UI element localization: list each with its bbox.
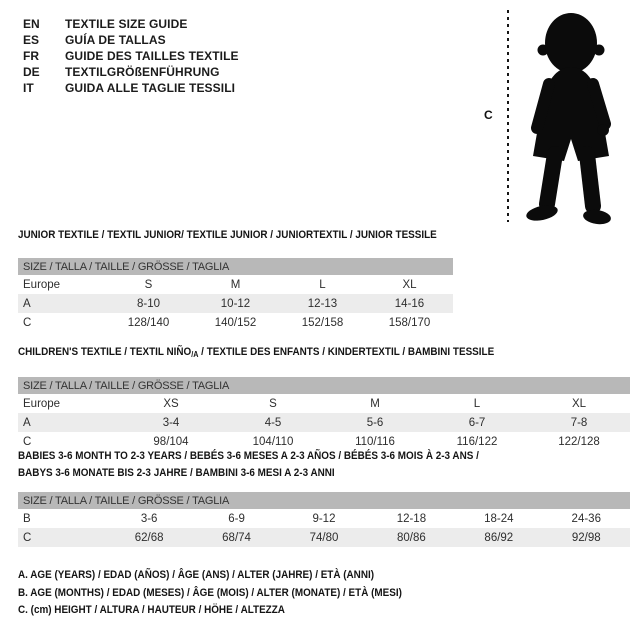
size-value: 152/158	[301, 316, 344, 329]
language-row	[23, 64, 239, 80]
size-value: XS	[163, 397, 179, 410]
section-title	[18, 448, 630, 482]
language-code: ES	[23, 33, 40, 47]
size-value: 98/104	[153, 435, 189, 448]
size-value: 12-18	[396, 512, 427, 525]
language-code: FR	[23, 49, 39, 63]
language-guide-title: TEXTILE SIZE GUIDE	[65, 17, 188, 31]
section-title-line	[18, 448, 569, 465]
size-value: M	[370, 397, 380, 410]
size-value: 10-12	[192, 294, 279, 313]
junior-size-table	[18, 258, 453, 332]
language-code: IT	[23, 81, 34, 95]
footnote-line: C. (cm) HEIGHT / ALTURA / HAUTEUR / HÖHE / ALTEZZA	[18, 604, 285, 616]
row-label: B	[23, 512, 31, 525]
title-segment: CHILDREN'S TEXTILE / TEXTIL NIÑO	[18, 346, 192, 358]
footnotes	[18, 567, 445, 620]
size-value: M	[230, 278, 241, 291]
size-value: 74/80	[280, 528, 367, 547]
size-value: 62/68	[105, 528, 192, 547]
title-segment: BABIES 3-6 MONTH TO 2-3 YEARS / BEBÉS 3-6 MESES A 2-3 AÑOS / BÉBÉS 3-6 MOIS À 2-3 ANS /	[18, 450, 479, 462]
section-title-line	[18, 344, 569, 363]
table-row	[18, 294, 453, 313]
size-value: 4-5	[222, 413, 324, 432]
language-guide-title: TEXTILGRÖßENFÜHRUNG	[65, 65, 220, 79]
section-title	[18, 344, 630, 363]
size-value: 24-36	[571, 512, 601, 525]
table-row	[18, 313, 453, 332]
section-babies-textile	[18, 448, 630, 547]
size-value: 116/122	[456, 435, 498, 448]
size-value: XL	[402, 278, 417, 291]
table-row	[18, 528, 630, 547]
language-guide-title: GUIDA ALLE TAGLIE TESSILI	[65, 81, 236, 95]
row-label: C	[23, 316, 32, 329]
language-row	[23, 48, 239, 64]
table-row	[18, 413, 630, 432]
toddler-figure	[478, 6, 634, 232]
size-value: S	[269, 397, 277, 410]
size-value: 6-7	[426, 413, 528, 432]
size-value: 68/74	[193, 528, 280, 547]
title-segment: / TEXTILE DES ENFANTS / KINDERTEXTIL / BAMBINI TESSILE	[198, 346, 495, 358]
size-value: L	[319, 278, 326, 291]
table-row	[18, 275, 453, 294]
language-row	[23, 16, 239, 32]
size-value: 5-6	[324, 413, 426, 432]
row-label: C	[23, 435, 32, 448]
table-header-size-talla: SIZE / TALLA / TAILLE / GRÖSSE / TAGLIA	[18, 492, 630, 509]
size-value: 18-24	[484, 512, 514, 525]
table-header-row	[18, 377, 630, 394]
row-label: Europe	[23, 397, 61, 410]
row-label: A	[18, 413, 120, 432]
size-value: 14-16	[366, 294, 453, 313]
footnote-line: B. AGE (MONTHS) / EDAD (MESES) / ÂGE (MOIS) / ALTER (MONATE) / ETÀ (MESI)	[18, 586, 402, 599]
size-value: 9-12	[312, 512, 336, 525]
row-label: Europe	[23, 278, 61, 291]
size-value: 3-4	[120, 413, 222, 432]
size-value: 3-6	[140, 512, 158, 525]
section-title-line	[18, 465, 569, 482]
table-header-size-talla: SIZE / TALLA / TAILLE / GRÖSSE / TAGLIA	[18, 377, 630, 394]
size-value: 92/98	[543, 528, 630, 547]
size-value: 7-8	[528, 413, 630, 432]
table-header-row	[18, 258, 453, 275]
size-value: 12-13	[279, 294, 366, 313]
language-code: EN	[23, 17, 40, 31]
section-children-textile	[18, 344, 630, 451]
title-segment: BABYS 3-6 MONATE BIS 2-3 JAHRE / BAMBINI 3-6 MESI A 2-3 ANNI	[18, 467, 335, 479]
height-dashed-line	[507, 10, 509, 222]
size-value: 140/152	[214, 316, 257, 329]
size-value: 8-10	[105, 294, 192, 313]
section-title	[18, 227, 483, 244]
section-title-line	[18, 227, 437, 244]
babies-size-table	[18, 492, 630, 547]
language-row	[23, 32, 239, 48]
table-header-row	[18, 492, 630, 509]
language-guide-title: GUIDE DES TAILLES TEXTILE	[65, 49, 239, 63]
table-header-size-talla: SIZE / TALLA / TAILLE / GRÖSSE / TAGLIA	[18, 258, 453, 275]
language-guide-title: GUÍA DE TALLAS	[65, 33, 166, 47]
children-size-table	[18, 377, 630, 451]
title-segment: /A	[191, 350, 199, 359]
title-segment: JUNIOR TEXTILE / TEXTIL JUNIOR/ TEXTILE JUNIOR / JUNIORTEXTIL / JUNIOR TESSILE	[18, 229, 437, 241]
size-value: XL	[571, 397, 587, 410]
table-row	[18, 394, 630, 413]
size-value: 158/170	[388, 316, 431, 329]
language-list	[23, 16, 239, 96]
section-junior-textile	[18, 227, 483, 332]
size-value: 110/116	[355, 435, 395, 448]
size-value: L	[473, 397, 481, 410]
size-value: 128/140	[127, 316, 170, 329]
row-label: A	[18, 294, 105, 313]
language-code: DE	[23, 65, 40, 79]
size-value: 86/92	[455, 528, 542, 547]
size-value: 122/128	[558, 435, 600, 448]
size-value: S	[144, 278, 153, 291]
table-row	[18, 509, 630, 528]
language-row	[23, 80, 239, 96]
footnote-line: A. AGE (YEARS) / EDAD (AÑOS) / ÂGE (ANS) / ALTER (JAHRE) / ETÀ (ANNI)	[18, 569, 375, 581]
height-label-c: C	[484, 108, 493, 122]
row-label: C	[18, 528, 105, 547]
toddler-silhouette-icon	[516, 6, 630, 228]
size-value: 6-9	[228, 512, 245, 525]
size-value: 80/86	[368, 528, 455, 547]
size-value: 104/110	[252, 435, 294, 448]
